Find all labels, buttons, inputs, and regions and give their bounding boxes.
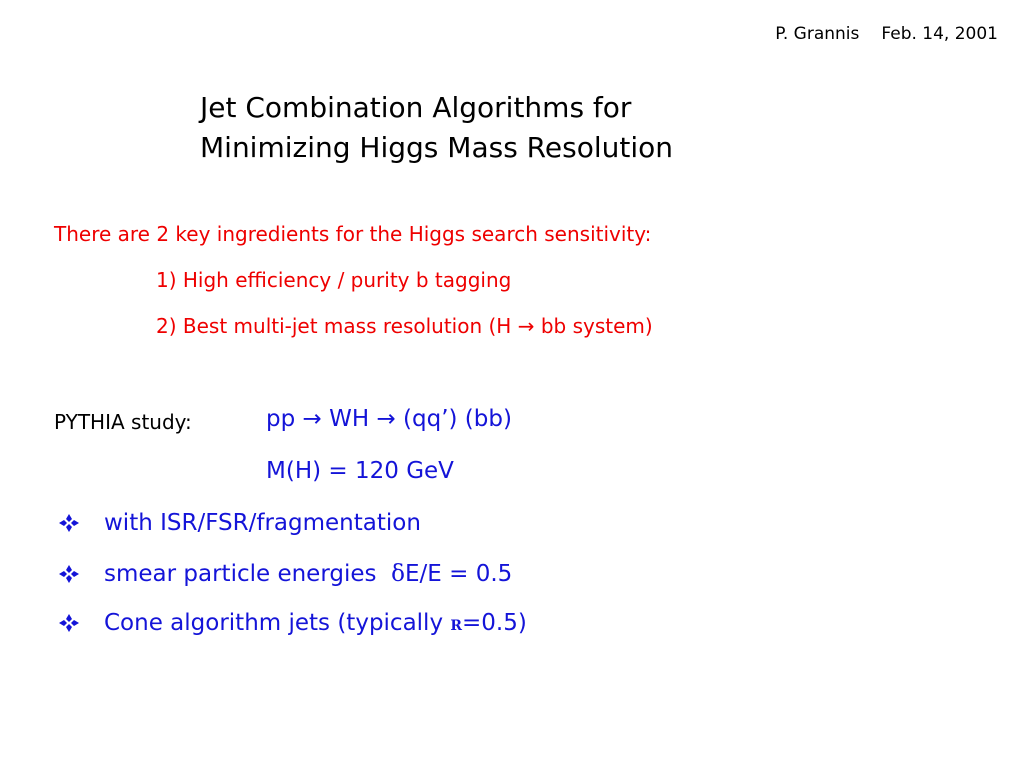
cone-radius-symbol: R [450,618,463,634]
slide-title [200,88,673,168]
four-petal-diamond-icon [56,613,82,633]
bullet-text [104,610,527,636]
four-petal-diamond-icon [56,513,82,533]
bullet-item [56,610,527,636]
bullet-text-suffix: =0.5) [462,610,527,636]
bullet-item [56,561,512,587]
bullet-item [56,510,421,536]
bullet-text [104,561,512,587]
title-line-1: Jet Combination Algorithms for [200,91,632,124]
study-process: pp → WH → (qq’) (bb) [266,406,512,432]
title-line-2: Minimizing Higgs Mass Resolution [200,131,673,164]
ingredient-item-1: 1) High efficiency / purity b tagging [156,268,512,292]
delta-symbol: δ [391,561,405,587]
study-label: PYTHIA study: [54,410,192,434]
header [775,24,998,44]
bullet-text: with ISR/FSR/fragmentation [104,510,421,536]
date: Feb. 14, 2001 [881,24,998,44]
bullet-text-prefix: Cone algorithm jets (typically [104,610,451,636]
four-petal-diamond-icon [56,564,82,584]
bullet-text-suffix: E/E = 0.5 [405,561,513,587]
intro-text: There are 2 key ingredients for the Higgs search sensitivity: [54,222,652,246]
study-mass: M(H) = 120 GeV [266,458,454,484]
ingredient-item-2: 2) Best multi-jet mass resolution (H → bb system) [156,314,653,338]
bullet-text-prefix: smear particle energies [104,561,392,587]
author: P. Grannis [775,24,860,44]
